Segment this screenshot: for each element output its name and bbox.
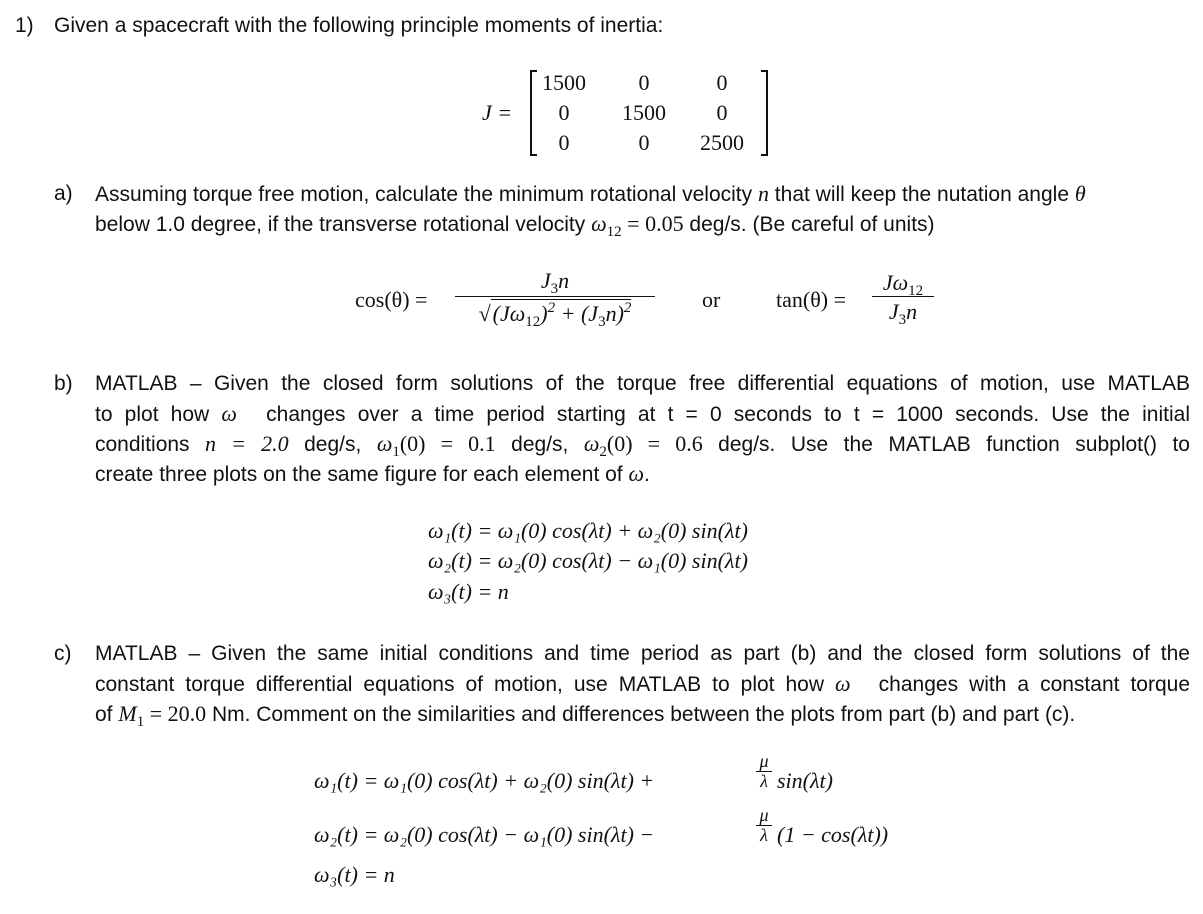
cos-numerator: $J_3n$ xyxy=(540,268,570,297)
question-number: 1) xyxy=(15,14,34,37)
or-text: or xyxy=(702,287,721,312)
matrix-cell: 1500 xyxy=(542,70,586,95)
part-b-text-line2: to plot how ω⃗ changes over a time period starting at t = 0 seconds to t = 1000 seconds. Use the initial xyxy=(95,401,1190,426)
eq-c-mu-over-lambda-2: μ λ xyxy=(756,806,772,845)
eq-b-omega2: ω₂(t) = ω₂(0) cos(λt) − ω₁(0) sin(λt) xyxy=(428,548,748,573)
tan-fraction xyxy=(872,270,934,329)
part-a-label: a) xyxy=(54,182,73,205)
eq-c-omega2-tail: (1 − cos(λt)) xyxy=(777,822,889,847)
matrix-cell: 0 xyxy=(558,100,570,125)
cos-equation-lhs: cos(θ) = xyxy=(355,287,428,312)
part-b-text-line3: conditions n = 2.0 deg/s, $\omega_1(0) = 0.1$ deg/s, $\omega_2(0) = 0.6$ deg/s. Use the MATLAB function subplot() to xyxy=(95,431,1190,460)
tan-fraction-bar xyxy=(872,296,934,297)
sqrt-sign: √ xyxy=(478,301,491,326)
tan-equation-lhs: tan(θ) = xyxy=(776,287,846,312)
part-b-label: b) xyxy=(54,372,73,395)
matrix-cell: 0 xyxy=(638,70,650,95)
part-a-text-line1: Assuming torque free motion, calculate the minimum rotational velocity n that will keep the nutation angle θ xyxy=(95,181,1086,206)
matrix-label: J = xyxy=(481,100,513,125)
part-a-text-line2: below 1.0 degree, if the transverse rotational velocity $\omega_{12} = 0.05$ deg/s. (Be careful of units) xyxy=(95,211,935,240)
question-intro: Given a spacecraft with the following principle moments of inertia: xyxy=(54,14,664,37)
matrix-cell: 1500 xyxy=(622,100,666,125)
part-c-text-line3: of $M_1 = 20.0$ Nm. Comment on the similarities and differences between the plots from part (b) and part (c). xyxy=(95,701,1076,730)
eq-b-omega1: ω₁(t) = ω₁(0) cos(λt) + ω₂(0) sin(λt) xyxy=(428,518,748,543)
matrix-cell: 0 xyxy=(716,70,728,95)
part-c-label: c) xyxy=(54,642,72,665)
eq-c-omega3: ω₃(t) = n xyxy=(314,862,395,887)
part-c-text-line2: constant torque differential equations of motion, use MATLAB to plot how ω⃗ changes with a constant torque xyxy=(95,671,1190,696)
matrix-right-bracket xyxy=(761,70,768,156)
tan-numerator: $J\omega_{12}$ xyxy=(882,270,924,299)
eq-c-mu-over-lambda-1: μ λ xyxy=(756,752,772,791)
matrix-cell: 0 xyxy=(558,130,570,155)
tan-denominator: $J_3n$ xyxy=(888,299,918,328)
part-b-text-line4: create three plots on the same figure for each element of ω. xyxy=(95,461,650,486)
eq-c-omega2: ω₂(t) = ω₂(0) cos(λt) − ω₁(0) sin(λt) − xyxy=(314,822,655,847)
part-b-text-line1: MATLAB – Given the closed form solutions of the torque free differential equations of motion, use MATLAB xyxy=(95,372,1190,395)
matrix-cell: 0 xyxy=(638,130,650,155)
cos-fraction xyxy=(455,268,655,331)
eq-c-omega1-tail: sin(λt) xyxy=(777,768,833,793)
matrix-cell: 0 xyxy=(716,100,728,125)
part-c-text-line1: MATLAB – Given the same initial conditions and time period as part (b) and the closed form solutions of the xyxy=(95,642,1190,665)
eq-c-omega1: ω₁(t) = ω₁(0) cos(λt) + ω₂(0) sin(λt) + xyxy=(314,768,655,793)
inertia-matrix xyxy=(478,70,778,156)
matrix-cell: 2500 xyxy=(700,130,744,155)
cos-denominator: $√(J\omega_{12})^2 + (J_3n)^2$ xyxy=(478,300,632,330)
eq-b-omega3: ω₃(t) = n xyxy=(428,579,509,604)
